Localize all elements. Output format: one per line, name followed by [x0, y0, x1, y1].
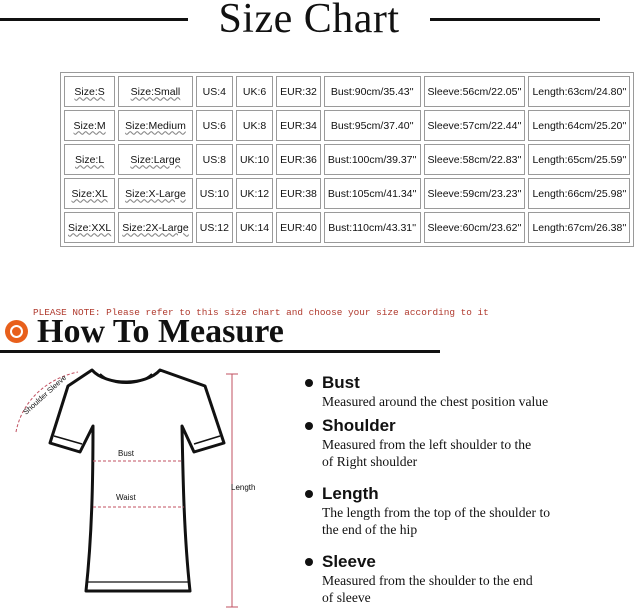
table-row	[64, 212, 630, 243]
table-row	[64, 178, 630, 209]
table-cell-sleeve-value: Sleeve:58cm/22.83''	[424, 144, 526, 175]
table-row	[64, 110, 630, 141]
table-cell-us-size: US:10	[196, 178, 233, 209]
measure-description-line: The length from the top of the shoulder to	[322, 505, 551, 520]
table-cell-size-code: Size:XL	[64, 178, 115, 209]
measure-heading-text: Sleeve	[322, 552, 376, 571]
tshirt-outline	[50, 370, 224, 591]
measure-heading	[305, 416, 595, 436]
measure-heading	[305, 484, 595, 504]
table-cell-size-name: Size:Small	[118, 76, 193, 107]
table-cell-uk-size: UK:10	[236, 144, 273, 175]
measure-heading-text: Shoulder	[322, 416, 396, 435]
measure-item-sleeve	[305, 552, 595, 606]
measure-description-line: the end of the hip	[322, 522, 418, 537]
table-cell-bust-value: Bust:110cm/43.31''	[324, 212, 421, 243]
table-cell-eur-size: EUR:32	[276, 76, 321, 107]
table-cell-bust-value: Bust:100cm/39.37''	[324, 144, 421, 175]
table-cell-size-code: Size:XXL	[64, 212, 115, 243]
length-label: Length	[231, 483, 256, 492]
table-cell-us-size: US:4	[196, 76, 233, 107]
table-cell-uk-size: UK:8	[236, 110, 273, 141]
table-cell-eur-size: EUR:38	[276, 178, 321, 209]
table-cell-sleeve-value: Sleeve:60cm/23.62''	[424, 212, 526, 243]
table-cell-uk-size: UK:14	[236, 212, 273, 243]
table-cell-bust-value: Bust:95cm/37.40''	[324, 110, 421, 141]
table-cell-length-value: Length:65cm/25.59''	[528, 144, 630, 175]
measure-description	[305, 436, 595, 470]
size-table	[60, 72, 634, 247]
table-cell-uk-size: UK:12	[236, 178, 273, 209]
table-cell-size-code: Size:S	[64, 76, 115, 107]
measure-heading-text: Bust	[322, 373, 360, 392]
waist-label: Waist	[116, 493, 136, 502]
size-chart-header	[0, 0, 600, 44]
tshirt-diagram	[0, 360, 300, 611]
table-cell-length-value: Length:66cm/25.98''	[528, 178, 630, 209]
bullet-dot-icon	[305, 558, 313, 566]
bullet-dot-icon	[305, 490, 313, 498]
measure-description-line: of Right shoulder	[322, 454, 418, 469]
table-row	[64, 76, 630, 107]
table-cell-size-code: Size:M	[64, 110, 115, 141]
title-rule-right	[430, 18, 600, 21]
measure-item-bust	[305, 373, 595, 410]
table-cell-eur-size: EUR:36	[276, 144, 321, 175]
please-note: PLEASE NOTE: Please refer to this size chart and choose your size according to it	[33, 307, 489, 318]
measure-heading	[305, 552, 595, 572]
table-cell-us-size: US:8	[196, 144, 233, 175]
measure-description	[305, 572, 595, 606]
table-cell-length-value: Length:63cm/24.80''	[528, 76, 630, 107]
measure-description	[305, 393, 595, 410]
left-sleeve-hem	[54, 436, 82, 444]
table-cell-bust-value: Bust:105cm/41.34''	[324, 178, 421, 209]
table-cell-size-name: Size:Large	[118, 144, 193, 175]
page-title: Size Chart	[218, 0, 400, 42]
table-cell-us-size: US:12	[196, 212, 233, 243]
table-cell-sleeve-value: Sleeve:57cm/22.44''	[424, 110, 526, 141]
title-rule-left	[0, 18, 188, 21]
table-cell-us-size: US:6	[196, 110, 233, 141]
measure-heading-text: Length	[322, 484, 379, 503]
table-cell-size-name: Size:2X-Large	[118, 212, 193, 243]
bullet-dot-icon	[305, 379, 313, 387]
measure-description-line: Measured from the left shoulder to the	[322, 437, 532, 452]
table-cell-eur-size: EUR:34	[276, 110, 321, 141]
table-cell-length-value: Length:64cm/25.20''	[528, 110, 630, 141]
table-cell-bust-value: Bust:90cm/35.43''	[324, 76, 421, 107]
measure-description	[305, 504, 595, 538]
shoulder-sleeve-measure	[16, 372, 78, 432]
how-to-measure-rule	[0, 350, 440, 353]
measure-description-line: of sleeve	[322, 590, 371, 605]
table-cell-eur-size: EUR:40	[276, 212, 321, 243]
table-cell-sleeve-value: Sleeve:56cm/22.05''	[424, 76, 526, 107]
shoulder-sleeve-label: Shoulder Sleeve	[21, 372, 69, 417]
table-cell-size-code: Size:L	[64, 144, 115, 175]
bust-label: Bust	[118, 449, 135, 458]
measure-item-shoulder	[305, 416, 595, 470]
measure-description-line: Measured from the shoulder to the end	[322, 573, 533, 588]
table-cell-size-name: Size:X-Large	[118, 178, 193, 209]
bullet-dot-icon	[305, 422, 313, 430]
table-cell-size-name: Size:Medium	[118, 110, 193, 141]
table-row	[64, 144, 630, 175]
measure-description-line: Measured around the chest position value	[322, 394, 549, 409]
measure-heading	[305, 373, 595, 393]
right-sleeve-hem	[194, 436, 220, 444]
table-cell-uk-size: UK:6	[236, 76, 273, 107]
orange-circle-icon	[5, 320, 28, 343]
table-cell-length-value: Length:67cm/26.38''	[528, 212, 630, 243]
measure-item-length	[305, 484, 595, 538]
table-cell-sleeve-value: Sleeve:59cm/23.23''	[424, 178, 526, 209]
how-to-measure-title: How To Measure	[37, 313, 284, 350]
